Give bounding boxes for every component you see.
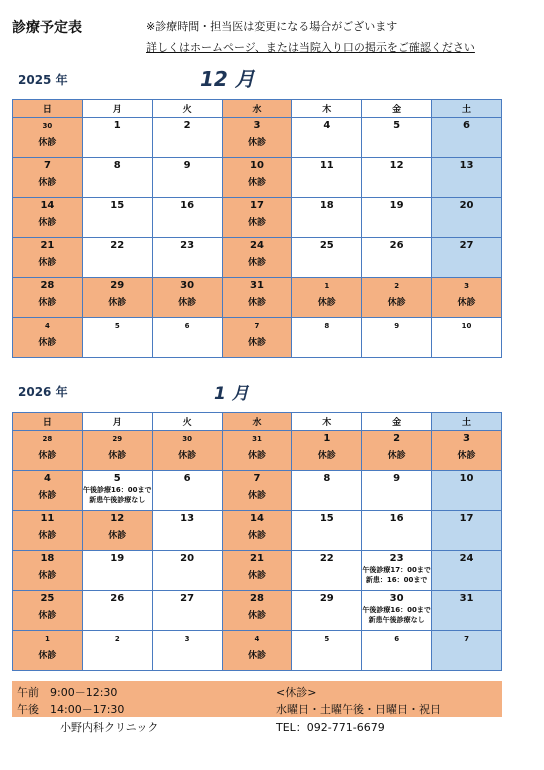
closed-label: 休診 xyxy=(387,298,406,308)
day-number: 26 xyxy=(389,240,404,251)
closed-label: 休診 xyxy=(247,451,266,461)
day-cell xyxy=(292,198,362,238)
calendar-week-row xyxy=(13,318,502,358)
day-cell xyxy=(13,238,83,278)
year-label-2: 2026 年 xyxy=(18,385,68,399)
calendar-week-row xyxy=(13,471,502,511)
day-cell xyxy=(152,511,222,551)
day-number: 9 xyxy=(394,322,400,330)
day-cell xyxy=(292,631,362,671)
day-number: 11 xyxy=(40,513,55,524)
day-cell xyxy=(152,158,222,198)
schedule-remark: 新患午後診療なし xyxy=(89,496,146,504)
day-number: 6 xyxy=(394,635,400,643)
day-number: 27 xyxy=(180,593,195,604)
weekday-header-row xyxy=(13,413,502,431)
day-number: 8 xyxy=(113,160,121,171)
day-number: 16 xyxy=(180,200,195,211)
day-number: 8 xyxy=(323,473,331,484)
day-cell xyxy=(432,318,502,358)
day-number: 4 xyxy=(323,120,331,131)
day-number: 18 xyxy=(319,200,334,211)
day-number: 31 xyxy=(249,280,264,291)
closed-label: 休診 xyxy=(247,571,266,581)
day-cell xyxy=(152,238,222,278)
day-number: 23 xyxy=(389,553,404,564)
closed-label: 休診 xyxy=(247,178,266,188)
day-number: 14 xyxy=(40,200,55,211)
closed-label: 休診 xyxy=(457,298,476,308)
calendar-week-row xyxy=(13,431,502,471)
schedule-remark: 新患：16：00まで xyxy=(365,576,428,584)
day-cell xyxy=(13,118,83,158)
closed-label: 休診 xyxy=(108,451,127,461)
weekday-header: 金 xyxy=(362,100,432,118)
weekday-header: 木 xyxy=(292,413,362,431)
day-cell xyxy=(82,278,152,318)
closed-label: 休診 xyxy=(38,178,57,188)
weekday-header: 日 xyxy=(13,100,83,118)
notice-link-text: 詳しくはホームページ、または当院入り口の掲示をご確認ください xyxy=(146,41,475,54)
day-cell xyxy=(152,118,222,158)
closed-label: 休診 xyxy=(247,138,266,148)
day-number: 15 xyxy=(319,513,334,524)
closed-label: 休診 xyxy=(108,298,127,308)
day-number: 7 xyxy=(43,160,51,171)
day-cell xyxy=(13,318,83,358)
day-number: 21 xyxy=(40,240,55,251)
day-number: 1 xyxy=(324,282,330,290)
day-cell xyxy=(13,431,83,471)
day-cell xyxy=(292,591,362,631)
day-number: 5 xyxy=(113,473,121,484)
day-cell xyxy=(82,511,152,551)
closed-label: 休診 xyxy=(38,338,57,348)
day-cell xyxy=(152,431,222,471)
day-number: 10 xyxy=(459,473,474,484)
day-number: 5 xyxy=(324,635,330,643)
day-cell xyxy=(82,431,152,471)
day-cell xyxy=(222,631,292,671)
closed-label: 休診 xyxy=(38,651,57,661)
day-cell xyxy=(152,198,222,238)
day-cell xyxy=(362,511,432,551)
month-label-2: 1 月 xyxy=(214,384,249,404)
day-cell xyxy=(82,198,152,238)
day-number: 13 xyxy=(459,160,474,171)
day-number: 12 xyxy=(110,513,125,524)
weekday-header: 木 xyxy=(292,100,362,118)
closed-label: 休診 xyxy=(247,651,266,661)
closed-label: 休診 xyxy=(38,491,57,501)
day-number: 20 xyxy=(180,553,195,564)
day-number: 28 xyxy=(42,435,53,443)
day-cell xyxy=(222,318,292,358)
closed-label: 休診 xyxy=(38,531,57,541)
closed-label: 休診 xyxy=(178,451,197,461)
closed-label: 休診 xyxy=(247,531,266,541)
day-cell xyxy=(13,511,83,551)
day-number: 30 xyxy=(180,280,195,291)
day-number: 27 xyxy=(459,240,474,251)
day-number: 4 xyxy=(44,322,50,330)
day-number: 15 xyxy=(110,200,125,211)
calendar-week-row xyxy=(13,551,502,591)
closed-label: 休診 xyxy=(247,218,266,228)
day-cell xyxy=(13,591,83,631)
calendar-january xyxy=(12,412,502,671)
day-number: 31 xyxy=(252,435,262,443)
day-number: 22 xyxy=(110,240,125,251)
day-cell xyxy=(432,511,502,551)
weekday-header: 月 xyxy=(82,100,152,118)
day-number: 30 xyxy=(389,593,404,604)
clinic-name: 小野内科クリニック xyxy=(60,721,159,734)
day-cell xyxy=(82,551,152,591)
day-number: 2 xyxy=(394,282,400,290)
day-number: 14 xyxy=(249,513,264,524)
calendar-week-row xyxy=(13,158,502,198)
closed-label: 休診 xyxy=(38,218,57,228)
weekday-header: 土 xyxy=(432,100,502,118)
day-cell xyxy=(432,118,502,158)
day-cell xyxy=(292,471,362,511)
closed-label: 休診 xyxy=(317,298,336,308)
closed-label: 休診 xyxy=(317,451,336,461)
day-number: 19 xyxy=(389,200,404,211)
weekday-header: 月 xyxy=(82,413,152,431)
month-label-1: 12 月 xyxy=(200,67,255,91)
calendar-week-row xyxy=(13,198,502,238)
day-cell xyxy=(82,118,152,158)
day-cell xyxy=(292,551,362,591)
day-number: 23 xyxy=(180,240,195,251)
day-number: 12 xyxy=(389,160,404,171)
day-cell xyxy=(432,198,502,238)
closed-label: 休診 xyxy=(38,611,57,621)
day-cell xyxy=(362,631,432,671)
day-number: 29 xyxy=(319,593,334,604)
weekday-header-row xyxy=(13,100,502,118)
day-number: 20 xyxy=(459,200,474,211)
day-cell xyxy=(222,551,292,591)
day-number: 5 xyxy=(393,120,401,131)
day-number: 4 xyxy=(254,635,260,643)
day-number: 29 xyxy=(110,280,125,291)
day-number: 10 xyxy=(461,322,472,330)
day-cell xyxy=(222,471,292,511)
closed-label: 休診 xyxy=(247,338,266,348)
calendar-week-row xyxy=(13,278,502,318)
closed-label: 休診 xyxy=(178,298,197,308)
day-number: 17 xyxy=(459,513,474,524)
closed-label: 休診 xyxy=(38,571,57,581)
closed-label: 休診 xyxy=(457,451,476,461)
day-cell xyxy=(432,278,502,318)
weekday-header: 日 xyxy=(13,413,83,431)
day-cell xyxy=(292,158,362,198)
day-cell xyxy=(152,278,222,318)
day-number: 26 xyxy=(110,593,125,604)
day-cell xyxy=(13,198,83,238)
day-cell xyxy=(82,591,152,631)
day-cell xyxy=(362,278,432,318)
weekday-header: 水 xyxy=(222,413,292,431)
hours-footer xyxy=(12,681,502,717)
calendar-week-row xyxy=(13,631,502,671)
day-number: 25 xyxy=(319,240,334,251)
calendar-week-row xyxy=(13,118,502,158)
clinic-phone: TEL：092-771-6679 xyxy=(276,721,385,734)
day-number: 3 xyxy=(184,635,190,643)
day-cell xyxy=(362,591,432,631)
day-cell xyxy=(432,551,502,591)
closed-label: 休診 xyxy=(38,138,57,148)
day-cell xyxy=(222,158,292,198)
weekday-header: 火 xyxy=(152,100,222,118)
closed-label: 休診 xyxy=(108,531,127,541)
day-cell xyxy=(13,158,83,198)
calendar-december xyxy=(12,99,502,358)
day-number: 2 xyxy=(183,120,191,131)
day-cell xyxy=(13,278,83,318)
day-number: 6 xyxy=(184,322,190,330)
day-cell xyxy=(292,278,362,318)
day-cell xyxy=(292,511,362,551)
day-cell xyxy=(222,431,292,471)
day-cell xyxy=(152,551,222,591)
day-cell xyxy=(362,471,432,511)
day-cell xyxy=(432,471,502,511)
notice-text: ※診療時間・担当医は変更になる場合がございます xyxy=(146,20,398,33)
day-cell xyxy=(152,318,222,358)
day-number: 3 xyxy=(253,120,261,131)
day-cell xyxy=(222,278,292,318)
calendar-week-row xyxy=(13,511,502,551)
closed-title: <休診> xyxy=(276,686,317,699)
day-number: 6 xyxy=(183,473,191,484)
day-number: 16 xyxy=(389,513,404,524)
day-cell xyxy=(222,511,292,551)
day-number: 17 xyxy=(249,200,264,211)
day-cell xyxy=(292,431,362,471)
day-number: 19 xyxy=(110,553,125,564)
closed-label: 休診 xyxy=(247,491,266,501)
day-number: 13 xyxy=(180,513,195,524)
day-cell xyxy=(362,431,432,471)
day-cell xyxy=(222,118,292,158)
day-number: 10 xyxy=(249,160,264,171)
day-cell xyxy=(432,158,502,198)
day-number: 7 xyxy=(464,635,469,643)
day-cell xyxy=(362,238,432,278)
day-number: 28 xyxy=(40,280,55,291)
morning-hours: 午前 9:00－12:30 xyxy=(17,686,118,699)
closed-label: 休診 xyxy=(38,298,57,308)
day-number: 5 xyxy=(114,322,120,330)
day-number: 11 xyxy=(319,160,334,171)
day-number: 24 xyxy=(459,553,474,564)
day-cell xyxy=(362,318,432,358)
day-cell xyxy=(432,238,502,278)
day-number: 7 xyxy=(254,322,260,330)
day-number: 29 xyxy=(112,435,123,443)
calendar-week-row xyxy=(13,238,502,278)
day-cell xyxy=(152,631,222,671)
day-cell xyxy=(13,471,83,511)
closed-label: 休診 xyxy=(387,451,406,461)
day-cell xyxy=(82,631,152,671)
day-cell xyxy=(82,238,152,278)
closed-label: 休診 xyxy=(38,258,57,268)
year-label-1: 2025 年 xyxy=(18,73,68,87)
day-number: 30 xyxy=(182,435,192,443)
day-number: 1 xyxy=(323,433,331,444)
day-number: 1 xyxy=(113,120,121,131)
day-number: 21 xyxy=(249,553,264,564)
day-number: 31 xyxy=(459,593,474,604)
closed-days: 水曜日・土曜午後・日曜日・祝日 xyxy=(276,703,441,716)
day-number: 6 xyxy=(463,120,471,131)
day-number: 9 xyxy=(183,160,191,171)
weekday-header: 水 xyxy=(222,100,292,118)
schedule-remark: 午後診療16：00まで xyxy=(83,486,152,494)
day-cell xyxy=(152,471,222,511)
day-cell xyxy=(222,198,292,238)
day-cell xyxy=(432,631,502,671)
schedule-remark: 午後診療17：00まで xyxy=(362,566,431,574)
day-number: 22 xyxy=(319,553,334,564)
day-cell xyxy=(292,318,362,358)
afternoon-hours: 午後 14:00－17:30 xyxy=(17,703,125,716)
day-number: 24 xyxy=(249,240,264,251)
day-number: 7 xyxy=(253,473,261,484)
day-cell xyxy=(152,591,222,631)
day-cell xyxy=(362,158,432,198)
schedule-remark: 新患午後診療なし xyxy=(368,616,425,624)
day-number: 28 xyxy=(249,593,264,604)
day-number: 30 xyxy=(42,122,53,130)
day-cell xyxy=(82,158,152,198)
day-number: 18 xyxy=(40,553,55,564)
day-cell xyxy=(82,471,152,511)
page-title: 診療予定表 xyxy=(12,20,82,36)
day-number: 25 xyxy=(40,593,55,604)
day-number: 2 xyxy=(114,635,120,643)
schedule-remark: 午後診療16：00まで xyxy=(362,606,431,614)
day-cell xyxy=(13,551,83,591)
day-number: 2 xyxy=(393,433,401,444)
day-cell xyxy=(292,118,362,158)
weekday-header: 土 xyxy=(432,413,502,431)
day-cell xyxy=(362,198,432,238)
day-cell xyxy=(292,238,362,278)
day-cell xyxy=(362,118,432,158)
day-number: 3 xyxy=(463,433,471,444)
day-number: 4 xyxy=(43,473,51,484)
closed-label: 休診 xyxy=(247,298,266,308)
day-cell xyxy=(222,238,292,278)
day-cell xyxy=(82,318,152,358)
day-cell xyxy=(13,631,83,671)
day-cell xyxy=(432,591,502,631)
day-cell xyxy=(432,431,502,471)
day-number: 1 xyxy=(44,635,50,643)
day-number: 9 xyxy=(393,473,401,484)
closed-label: 休診 xyxy=(247,258,266,268)
day-cell xyxy=(362,551,432,591)
closed-label: 休診 xyxy=(38,451,57,461)
day-cell xyxy=(222,591,292,631)
calendar-week-row xyxy=(13,591,502,631)
weekday-header: 火 xyxy=(152,413,222,431)
day-number: 3 xyxy=(464,282,469,290)
day-number: 8 xyxy=(324,322,330,330)
weekday-header: 金 xyxy=(362,413,432,431)
closed-label: 休診 xyxy=(247,611,266,621)
